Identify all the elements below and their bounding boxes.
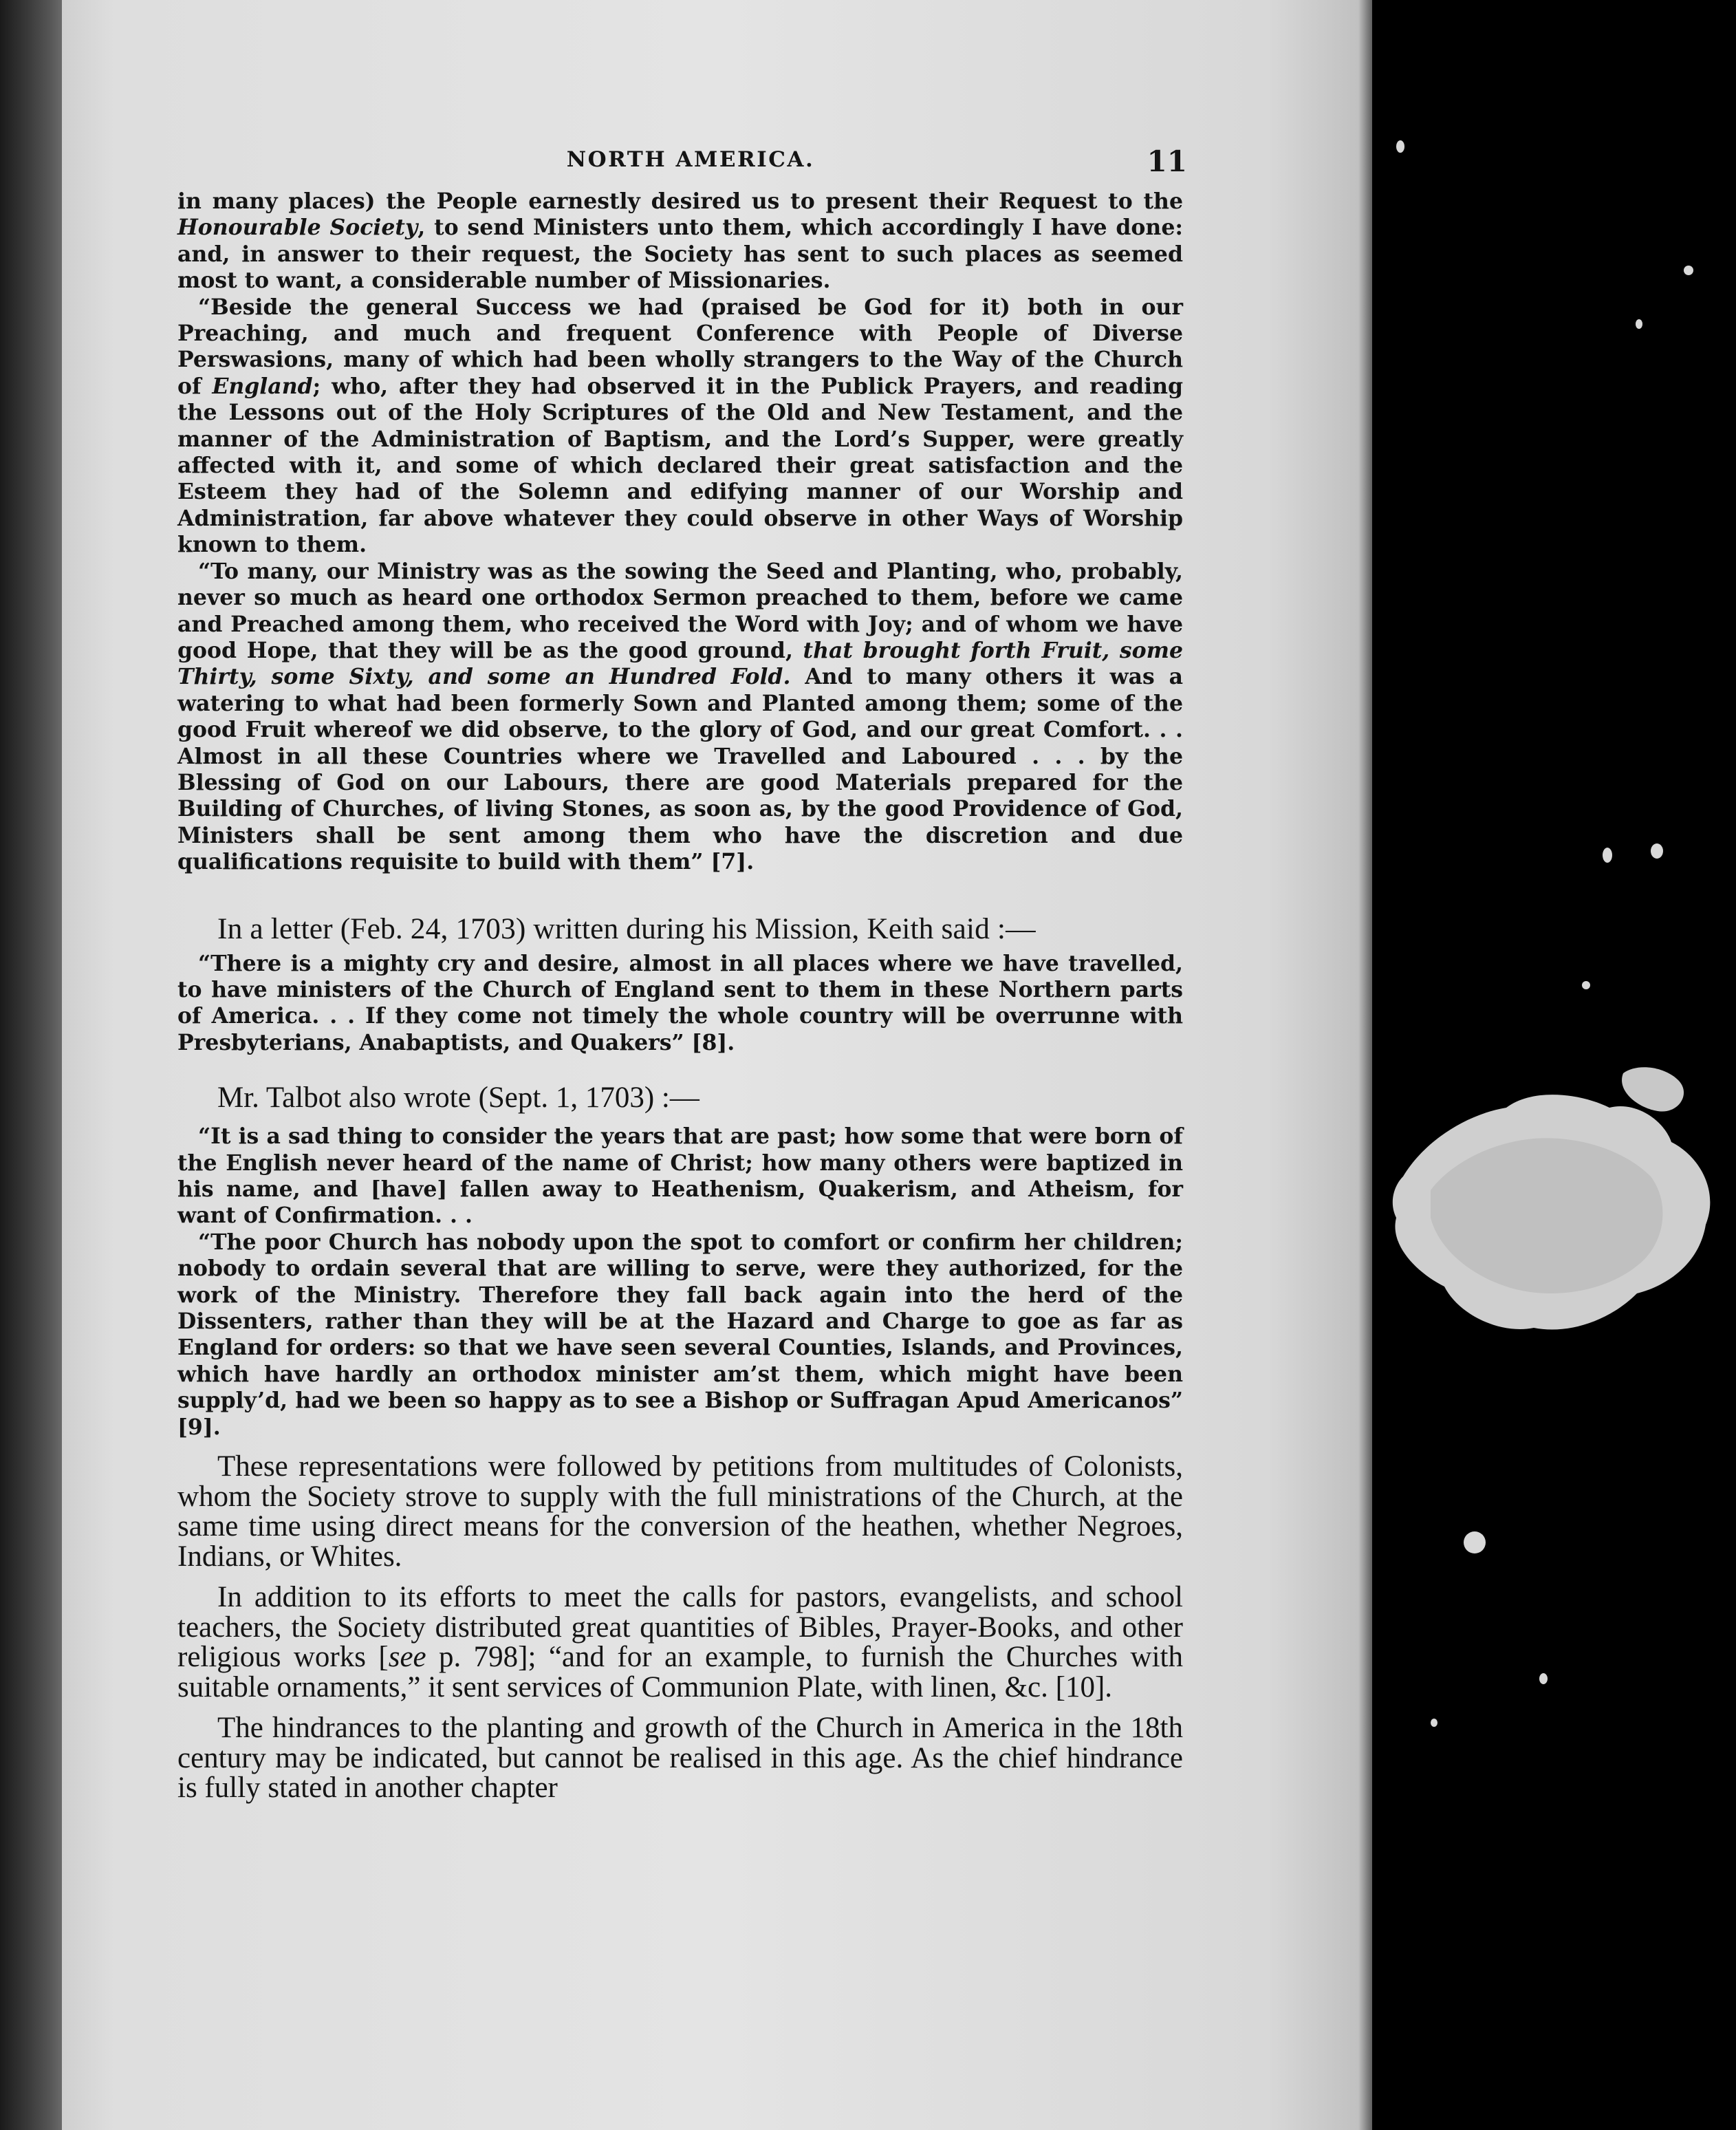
keith-quote: “There is a mighty cry and desire, almost in all places where we have travelled, to have ministers of the Church of England sent to them in these Northern parts of America. . . If they come not timely the whole country will be overrunne with Presbyterians, Anabaptists, and Quakers” [8]. <box>177 950 1183 1055</box>
efforts-text-a: In addition to its efforts to meet the calls for pastors, evangelists, and school teachers, the Society distributed great quantities of Bibles, Prayer-Books, and other religious works [ <box>177 1581 1183 1674</box>
talbot-quote-1: “It is a sad thing to consider the years that are past; how some that were born of the English never heard of the name of Christ; how many others were baptized in his name, and [have] fallen away to Heathenism, Quakerism, and Atheism, for want of Confirmation. . . <box>177 1123 1183 1229</box>
quote-paragraph-ministry <box>177 559 1183 876</box>
dust-speck <box>1651 843 1663 859</box>
dust-speck <box>1431 1719 1437 1727</box>
binding-edge <box>0 0 62 2130</box>
dust-speck <box>1464 1531 1486 1553</box>
body-paragraph-efforts <box>177 1582 1183 1702</box>
page-text-block <box>177 144 1187 1805</box>
efforts-text-b: p. 798]; “and for an example, to furnish the Churches with suitable ornaments,” it sent services of Communion Plate, with linen, &c. [10]. <box>177 1641 1184 1703</box>
ministry-text-italic: that brought forth Fruit, some Thirty, some Sixty, and some an Hundred Fold. <box>177 637 1183 690</box>
dust-speck <box>1636 319 1642 329</box>
quote-paragraph-success: “Beside the general Success we had (praised be God for it) both in our Preaching, and much and frequent Conference with People of Diverse Perswasions, many of which had been wholly strangers to the Way of the Church of England; who, after they had observed it in the Publick Prayers, and reading the Lessons out of the Holy Scriptures of the Old and New Testament, and the manner of the Administration of Baptism, and the Lord’s Supper, were greatly affected with it, and some of which declared their great satisfaction and the Esteem they had of the Solemn and edifying manner of our Worship and Administration, far above whatever they could observe in other Ways of Worship known to them. <box>177 294 1184 558</box>
talbot-intro: Mr. Talbot also wrote (Sept. 1, 1703) :— <box>217 1082 699 1115</box>
paragraph-continuation: in many places) the People earnestly desired us to present their Request to the Honourable Society, to send Ministers unto them, which accordingly I have done: and, in answer to their request, the Society has sent to such places as seemed most to want, a considerable number of Missionaries. <box>177 189 1183 294</box>
dust-speck <box>1396 140 1404 153</box>
page-number: 11 <box>1147 144 1187 178</box>
dust-speck <box>1603 848 1612 863</box>
paper-stain <box>1376 1059 1733 1348</box>
running-header <box>177 144 1187 186</box>
body-paragraph-hindrances: The hindrances to the planting and growth of the Church in America in the 18th century may be indicated, but cannot be realised in this age. As the chief hindrance is fully stated in another chapter <box>177 1712 1183 1805</box>
ministry-text-b: And to many others it was a watering to what had been formerly Sown and Planted among them; some of the good Fruit whereof we did observe, to the glory of God, and our great Comfort. . . Almost in all these Countries where we Travelled and Laboured . . . by the Blessing of God on our Labours, there are good Materials prepared for the Building of Churches, of living Stones, as soon as, by the good Providence of God, Ministers shall be sent among them who have the discretion and due qualifications requisite to build with them” [7]. <box>177 664 1183 875</box>
talbot-quote-2: “The poor Church has nobody upon the spot to comfort or confirm her children; nobody to ordain several that are willing to serve, were they authorized, for the work of the Ministry. Therefore they fall back again into the herd of the Dissenters, rather than they will be at the Hazard and Charge to goe as far as England for orders: so that we have seen several Counties, Islands, and Provinces, which have hardly an orthodox minister am’st them, which might have been supply’d, had we been so happy as to see a Bishop or Suffragan Apud Americanos” [9]. <box>177 1229 1183 1440</box>
dust-speck <box>1582 981 1590 989</box>
keith-intro: In a letter (Feb. 24, 1703) written during his Mission, Keith said :— <box>217 912 1036 945</box>
dust-speck <box>1684 266 1693 275</box>
efforts-see: see <box>388 1641 426 1674</box>
dust-speck <box>1539 1673 1548 1684</box>
ministry-text-a: “To many, our Ministry was as the sowing the Seed and Planting, who, probably, never so much as heard one orthodox Sermon preached to them, before we came and Preached among them, who received the Word with Joy; and of whom we have good Hope, that they will be as the good ground, <box>177 558 1183 663</box>
running-title: NORTH AMERICA. <box>566 147 815 172</box>
body-paragraph-representations: These representations were followed by petitions from multitudes of Colonists, whom the Society strove to supply with the full ministrations of the Church, at the same time using direct means for the conversion of the heathen, whether Negroes, Indians, or Whites. <box>177 1450 1183 1573</box>
